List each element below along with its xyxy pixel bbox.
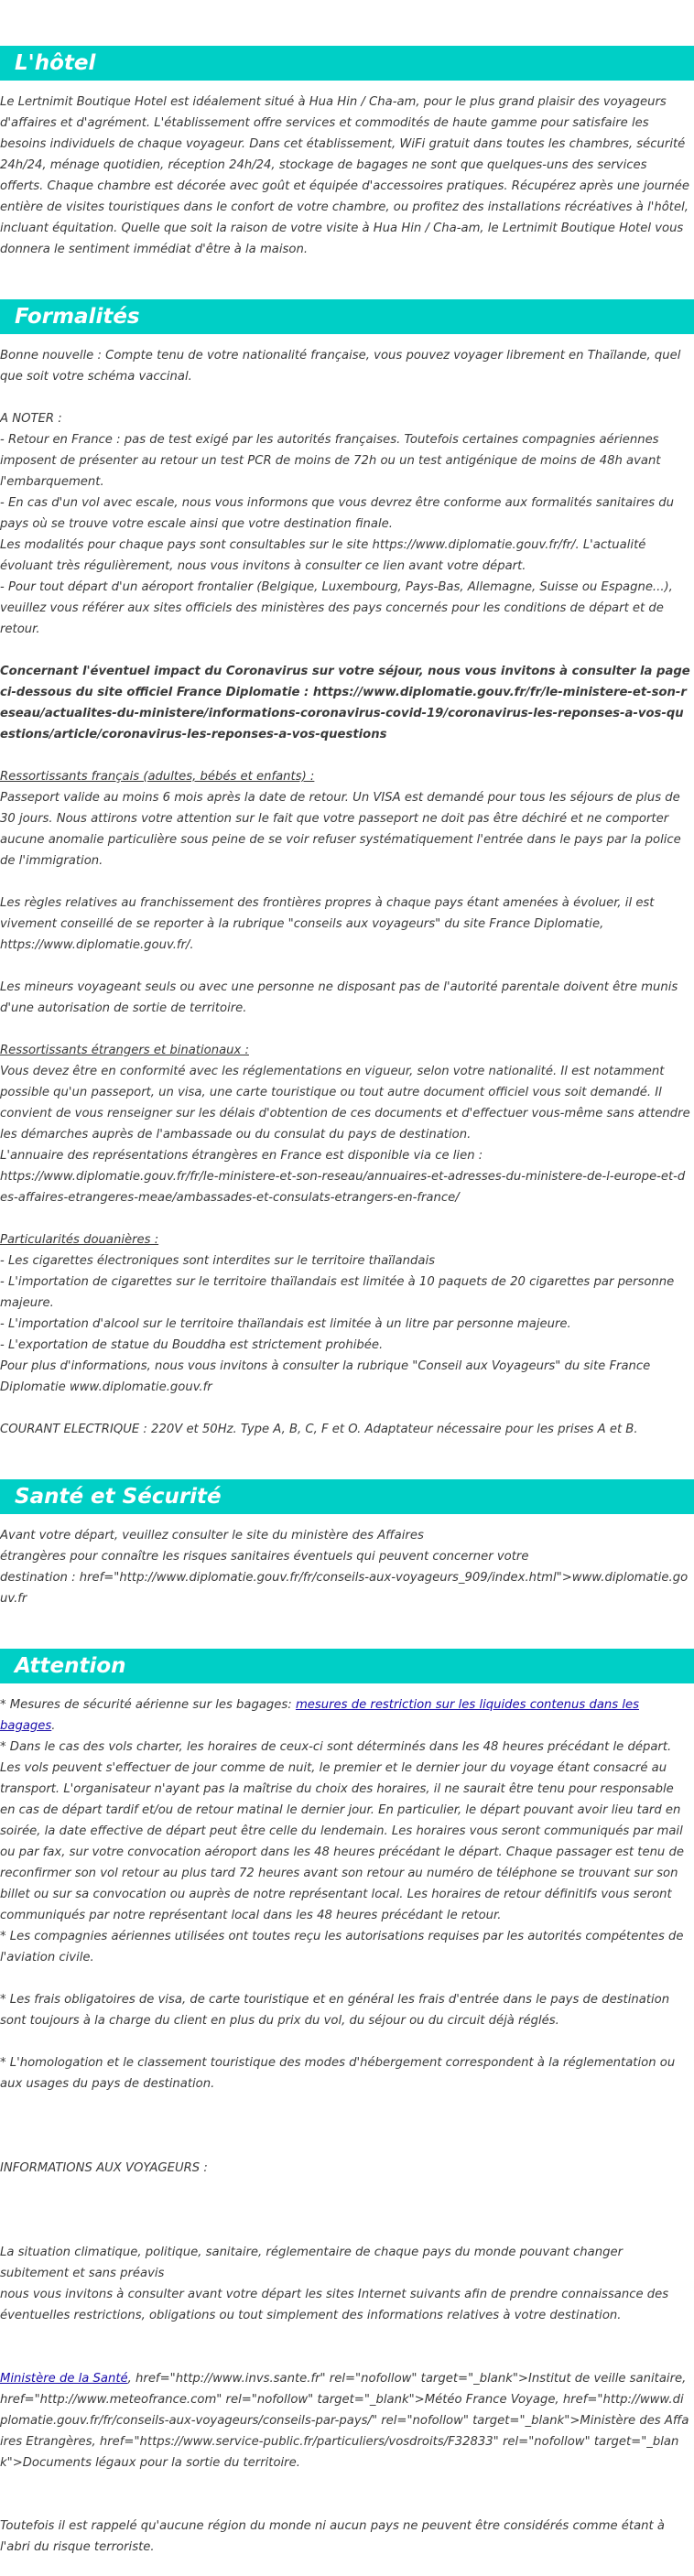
liens-utiles	[0, 2368, 690, 2473]
spacer	[0, 2094, 690, 2158]
sante-line-3: destination : href="http://www.diplomatie.gouv.fr/fr/conseils-aux-voyageurs_909/index.html">www.diplomatie.gouv.fr	[0, 1571, 689, 1606]
vols-charter-notice: * Dans le cas des vols charter, les horaires de ceux-ci sont déterminés dans les 48 heures précédant le départ. Les vols peuvent s'effectuer de jour comme de nuit, le premier et le dernier jour du voyage étant consacré au transport. L'organisateur n'ayant pas la maîtrise du choix des horaires, il ne saurait être tenu pour responsable en cas de départ tardif et/ou de retour matinal le dernier jour. En particulier, le départ pouvant avoir lieu tard en soirée, la date effective de départ peut être celle du lendemain. Les horaires vous seront communiqués par mail ou par fax, sur votre convocation aéroport dans les 48 heures précédant le départ. Chaque passager est tenu de reconfirmer son vol retour au plus tard 72 heures avant son retour au numéro de téléphone se trouvant sur son billet ou sur sa convocation ou auprès de notre représentant local. Les horaires de retour définitifs vous seront communiqués par notre représentant local dans les 48 heures précédant le retour.	[0, 1740, 684, 1922]
annuaire-url: https://www.diplomatie.gouv.fr/fr/le-ministere-et-son-reseau/annuaires-et-adresses-du-ministere-de-l-europe-et-des-affaires-etrangeres-meae/ambassades-et-consulats-etrangers-en-france/	[0, 1170, 686, 1205]
liquides-restriction-link[interactable]: mesures de restriction sur les liquides contenus dans les bagages	[0, 1698, 639, 1733]
bagages-notice	[0, 1694, 690, 1737]
ressortissants-etrangers-title: Ressortissants étrangers et binationaux :	[0, 1044, 249, 1057]
homologation-notice: * L'homologation et le classement touristique des modes d'hébergement correspondent à la réglementation ou aux usages du pays de destination.	[0, 2056, 676, 2091]
spacer	[0, 1019, 690, 1040]
situation-line-1: La situation climatique, politique, sanitaire, réglementaire de chaque pays du monde pouvant changer subitement et sans préavis	[0, 2246, 624, 2280]
spacer	[0, 871, 690, 893]
spacer	[0, 745, 690, 766]
note-title: A NOTER :	[0, 412, 62, 426]
spacer	[0, 1458, 694, 1479]
ressortissants-francais-body: Passeport valide au moins 6 mois après la date de retour. Un VISA est demandé pour tous les séjours de plus de 30 jours. Nous attirons votre attention sur le fait que votre passeport ne doit pas être déchiré et ne comporter aucune anomalie particulière sous peine de se voir refuser systématiquement l'entrée dans le pays par la police de l'immigration.	[0, 791, 681, 868]
hotel-description: Le Lertnimit Boutique Hotel est idéalement situé à Hua Hin / Cha-am, pour le plus grand plaisir des voyageurs d'affaires et d'agrément. L'établissement offre services et commodités de haute gamme pour satisfaire les besoins individuels de chaque voyageur. Dans cet établissement, WiFi gratuit dans toutes les chambres, sécurité 24h/24, ménage quotidien, réception 24h/24, stockage de bagages ne sont que quelques-uns des services offerts. Chaque chambre est décorée avec goût et équipée d'accessoires pratiques. Récupérez après une journée entière de visites touristiques dans le confort de votre chambre, ou profitez des installations récréatives à l'hôtel, incluant équitation. Quelle que soit la raison de votre visite à Hua Hin / Cha-am, le Lertnimit Boutique Hotel vous donnera le sentiment immédiat d'être à la maison.	[0, 95, 689, 256]
covid-notice: Concernant l'éventuel impact du Coronavirus sur votre séjour, nous vous invitons à consulter la page ci-dessous du site officiel France Diplomatie : https://www.diplomatie.gouv.fr/fr/le-ministere-et-son-reseau/actualites-du-ministere/informations-coronavirus-covid-19/coronavirus-les-reponses-a-vos-questions/article/coronavirus-les-reponses-a-vos-questions	[0, 665, 690, 741]
ministere-sante-link[interactable]: Ministère de la Santé	[0, 2372, 128, 2386]
annuaire-text: L'annuaire des représentations étrangères en France est disponible via ce lien :	[0, 1149, 483, 1163]
spacer	[0, 956, 690, 977]
section-title-sante: Santé et Sécurité	[0, 1479, 694, 1514]
spacer	[0, 1208, 690, 1229]
bagages-suffix: .	[51, 1719, 56, 1733]
frontieres-notice: Les règles relatives au franchissement des frontières propres à chaque pays étant amenées à évoluer, il est vivement conseillé de se reporter à la rubrique "conseils aux voyageurs" du site France Diplomatie, https://www.diplomatie.gouv.fr/.	[0, 896, 655, 952]
spacer	[0, 2473, 690, 2516]
section-title-attention: Attention	[0, 1649, 694, 1683]
formalites-intro: Bonne nouvelle : Compte tenu de votre nationalité française, vous pouvez voyager librement en Thaïlande, quel que soit votre schéma vaccinal.	[0, 349, 681, 384]
frais-notice: * Les frais obligatoires de visa, de carte touristique et en général les frais d'entrée dans le pays de destination sont toujours à la charge du client en plus du prix du vol, du séjour ou du circuit déjà réglés.	[0, 1993, 670, 2028]
ressortissants-etrangers-body: Vous devez être en conformité avec les réglementations en vigueur, selon votre nationalité. Il est notamment possible qu'un passeport, un visa, une carte touristique ou tout autre document officiel vous soit demandé. Il convient de vous renseigner sur les délais d'obtention de ces documents et d'effectuer vous-même sans attendre les démarches auprès de l'ambassade ou du consulat du pays de destination.	[0, 1065, 690, 1142]
situation-line-2: nous vous invitons à consulter avant votre départ les sites Internet suivants afin de prendre connaissance des éventuelles restrictions, obligations ou tout simplement des informations relatives à votre destination.	[0, 2288, 669, 2322]
section-title-formalites: Formalités	[0, 299, 694, 334]
risque-terroriste-notice: Toutefois il est rappelé qu'aucune région du monde ni aucun pays ne peuvent être considérés comme étant à l'abri du risque terroriste.	[0, 2519, 665, 2554]
informations-voyageurs-title: INFORMATIONS AUX VOYAGEURS :	[0, 2161, 208, 2175]
section-attention	[0, 1649, 694, 2558]
section-sante	[0, 1479, 694, 1609]
section-title-hotel: L'hôtel	[0, 46, 694, 81]
note-escale: - En cas d'un vol avec escale, nous vous informons que vous devrez être conforme aux formalités sanitaires du pays où se trouve votre escale ainsi que votre destination finale.	[0, 496, 675, 531]
douane-cigarettes: - L'importation de cigarettes sur le territoire thaïlandais est limitée à 10 paquets de 20 cigarettes par personne majeure.	[0, 1275, 675, 1310]
note-aeroport-frontalier: - Pour tout départ d'un aéroport frontalier (Belgique, Luxembourg, Pays-Bas, Allemagne, Suisse ou Espagne...), veuillez vous référer aux sites officiels des ministères des pays concernés pour les conditions de départ et de retour.	[0, 580, 673, 636]
section-content-attention	[0, 1694, 694, 2558]
douane-plus-info: Pour plus d'informations, nous vous invitons à consulter la rubrique "Conseil aux Voyageurs" du site France Diplomatie www.diplomatie.gouv.fr	[0, 1359, 651, 1394]
douane-title: Particularités douanières :	[0, 1233, 159, 1247]
spacer	[0, 387, 690, 408]
sante-line-2: étrangères pour connaître les risques sanitaires éventuels qui peuvent concerner votre	[0, 1550, 529, 1564]
bagages-prefix: * Mesures de sécurité aérienne sur les bagages:	[0, 1698, 296, 1712]
douane-cigarettes-electroniques: - Les cigarettes électroniques sont interdites sur le territoire thaïlandais	[0, 1254, 435, 1268]
compagnies-notice: * Les compagnies aériennes utilisées ont toutes reçu les autorisations requises par les autorités compétentes de l'aviation civile.	[0, 1930, 684, 1964]
spacer	[0, 1628, 694, 1649]
spacer	[0, 2031, 690, 2052]
liens-utiles-rest: , href="http://www.invs.sante.fr" rel="nofollow" target="_blank">Institut de veille sanitaire, href="http://www.meteofrance.com" rel="nofollow" target="_blank">Météo France Voyage, href="http://www.diplomatie.gouv.fr/fr/conseils-aux-voyageurs/conseils-par-pays/" rel="nofollow" target="_blank">Ministère des Affaires Etrangères, href="https://www.service-public.fr/particuliers/vosdroits/F32833" rel="nofollow" target="_blank">Documents légaux pour la sortie du territoire.	[0, 2372, 689, 2470]
douane-alcool: - L'importation d'alcool sur le territoire thaïlandais est limitée à un litre par personne majeure.	[0, 1317, 571, 1331]
section-content-formalites	[0, 345, 694, 1440]
section-formalites	[0, 299, 694, 1440]
spacer	[0, 1398, 690, 1419]
note-retour: - Retour en France : pas de test exigé par les autorités françaises. Toutefois certaines compagnies aériennes imposent de présenter au retour un test PCR de moins de 72h ou un test antigénique de moins de 48h avant l'embarquement.	[0, 433, 661, 489]
section-hotel	[0, 46, 694, 260]
douane-bouddha: - L'exportation de statue du Bouddha est strictement prohibée.	[0, 1338, 384, 1352]
ressortissants-francais-title: Ressortissants français (adultes, bébés et enfants) :	[0, 770, 315, 784]
sante-line-1: Avant votre départ, veuillez consulter le site du ministère des Affaires	[0, 1529, 424, 1542]
courant-electrique: COURANT ELECTRIQUE : 220V et 50Hz. Type A, B, C, F et O. Adaptateur nécessaire pour les prises A et B.	[0, 1423, 638, 1436]
spacer	[0, 2326, 690, 2368]
note-modalites: Les modalités pour chaque pays sont consultables sur le site https://www.diplomatie.gouv.fr/fr/. L'actualité évoluant très régulièrement, nous vous invitons à consulter ce lien avant votre départ.	[0, 538, 646, 573]
mineurs-notice: Les mineurs voyageant seuls ou avec une personne ne disposant pas de l'autorité parentale doivent être munis d'une autorisation de sortie de territoire.	[0, 980, 678, 1015]
section-content-hotel	[0, 92, 694, 260]
spacer	[0, 1968, 690, 1989]
section-content-sante	[0, 1525, 694, 1609]
spacer	[0, 2179, 690, 2242]
spacer	[0, 278, 694, 299]
spacer	[0, 640, 690, 661]
